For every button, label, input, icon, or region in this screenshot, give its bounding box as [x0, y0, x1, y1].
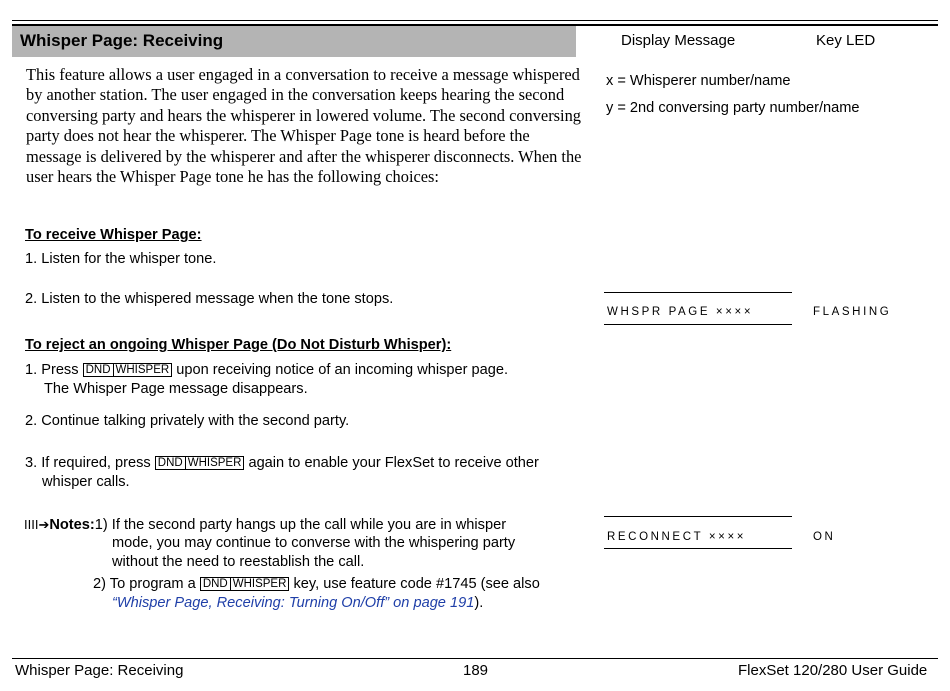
- page-title: Whisper Page: Receiving: [20, 31, 224, 50]
- arrow-pointer-icon: IIII➔: [24, 517, 50, 532]
- display-rule-top-2: [604, 516, 792, 517]
- note-2-pre: 2) To program a: [93, 576, 196, 592]
- key-part-whisper: WHISPER: [185, 457, 242, 469]
- key-part-dnd: DND: [157, 457, 183, 469]
- display-message-column-heading: Display Message: [621, 32, 736, 49]
- led-on: ON: [813, 531, 836, 543]
- display-message-whspr-page: WHSPR PAGE ××××: [607, 306, 754, 318]
- note-1-number: 1): [94, 517, 108, 533]
- dnd-whisper-key: [200, 577, 290, 591]
- footer-rule: [12, 658, 938, 659]
- reject-step-1-pre: 1. Press: [25, 362, 79, 378]
- reject-step-3-post: again to enable your FlexSet to receive other: [248, 455, 539, 471]
- top-rule-thin: [12, 20, 938, 21]
- reject-step-3-pre: 3. If required, press: [25, 455, 151, 471]
- reject-step-1: [25, 361, 508, 380]
- footer-section-title: Whisper Page: Receiving: [15, 662, 184, 679]
- footer-guide-title: FlexSet 120/280 User Guide: [738, 662, 928, 679]
- display-message-reconnect: RECONNECT ××××: [607, 531, 747, 543]
- receive-step-1: 1. Listen for the whisper tone.: [25, 251, 217, 267]
- reject-step-3-line-2: whisper calls.: [42, 474, 130, 490]
- reject-step-2: 2. Continue talking privately with the second party.: [25, 413, 350, 429]
- note-2: [93, 575, 540, 594]
- key-part-whisper: WHISPER: [230, 578, 287, 590]
- key-part-whisper: WHISPER: [113, 364, 170, 376]
- note-1-line-1: If the second party hangs up the call while you are in whisper: [111, 517, 507, 533]
- display-rule-bottom: [604, 324, 792, 325]
- footer-page-number: 189: [463, 662, 489, 679]
- reject-step-1-line-2: The Whisper Page message disappears.: [44, 381, 308, 397]
- key-part-dnd: DND: [85, 364, 111, 376]
- dnd-whisper-key: [155, 456, 245, 470]
- note-1-line-2: mode, you may continue to converse with the whispering party: [112, 535, 516, 551]
- reject-step-1-post: upon receiving notice of an incoming whisper page.: [176, 362, 509, 378]
- note-1: [24, 515, 506, 535]
- intro-paragraph: This feature allows a user engaged in a conversation to receive a message whispered by another station. The user engaged in the conversation keeps hearing the second conversing party and hears the whisperer in lowered volume. The second conversing party does not hear the whisperer. The Whisper Page tone is heard before the message is delivered by the whisperer and after the whisperer disconnects. When the user hears the Whisper Page tone he has the following choices:: [26, 65, 582, 187]
- key-led-column-heading: Key LED: [816, 32, 876, 49]
- receive-step-2: 2. Listen to the whispered message when the tone stops.: [25, 291, 394, 307]
- legend-x: x = Whisperer number/name: [606, 73, 791, 89]
- key-part-dnd: DND: [202, 578, 228, 590]
- note-2-line-2: [112, 594, 483, 613]
- dnd-whisper-key: [83, 363, 173, 377]
- notes-label: Notes:: [49, 517, 95, 533]
- reject-heading: To reject an ongoing Whisper Page (Do Not Disturb Whisper):: [25, 337, 452, 353]
- reject-step-3: [25, 454, 539, 473]
- note-2-end: ).: [474, 595, 484, 611]
- display-rule-top: [604, 292, 792, 293]
- legend-y: y = 2nd conversing party number/name: [606, 100, 860, 116]
- led-flashing: FLASHING: [813, 306, 892, 318]
- display-rule-bottom-2: [604, 548, 792, 549]
- note-2-post: key, use feature code #1745 (see also: [293, 576, 540, 592]
- note-1-line-3: without the need to reestablish the call.: [112, 554, 365, 570]
- cross-reference-link[interactable]: “Whisper Page, Receiving: Turning On/Off” on page 191: [112, 595, 475, 611]
- receive-heading: To receive Whisper Page:: [25, 227, 202, 243]
